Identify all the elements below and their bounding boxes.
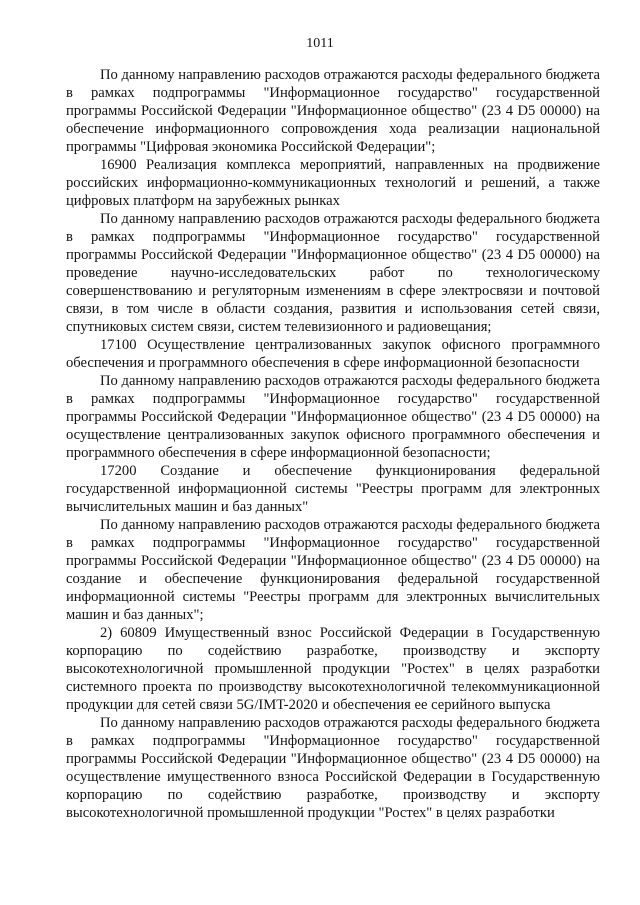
paragraph-7: По данному направлению расходов отражаются расходы федерального бюджета в рамках подпрограммы "Информационное государство" государственной программы Российской Федерации "Информационное общество" (23 4 D5 00000) на создание и обеспечение функционирования федеральной государственной информационной системы "Реестры программ для электронных вычислительных машин и баз данных"; bbox=[66, 517, 600, 623]
paragraph-8: 2) 60809 Имущественный взнос Российской Федерации в Государственную корпорацию по содействию разработке, производству и экспорту высокотехнологичной промышленной продукции "Ростех" в целях разработки системного проекта по производству высокотехнологичной телекоммуникационной продукции для сетей связи 5G/IMT-2020 и обеспечения ее серийного выпуска bbox=[66, 625, 600, 713]
paragraph-5: По данному направлению расходов отражаются расходы федерального бюджета в рамках подпрограммы "Информационное государство" государственной программы Российской Федерации "Информационное общество" (23 4 D5 00000) на осуществление централизованных закупок офисного программного обеспечения и программного обеспечения в сфере информационной безопасности; bbox=[66, 373, 600, 461]
page-number: 1011 bbox=[306, 36, 334, 51]
paragraph-4: 17100 Осуществление централизованных закупок офисного программного обеспечения и программного обеспечения в сфере информационной безопасности bbox=[66, 337, 600, 371]
paragraph-2: 16900 Реализация комплекса мероприятий, направленных на продвижение российских информационно-коммуникационных технологий и решений, а также цифровых платформ на зарубежных рынках bbox=[66, 157, 600, 209]
paragraph-6: 17200 Создание и обеспечение функционирования федеральной государственной информационной системы "Реестры программ для электронных вычислительных машин и баз данных" bbox=[66, 463, 600, 515]
paragraph-3: По данному направлению расходов отражаются расходы федерального бюджета в рамках подпрограммы "Информационное государство" государственной программы Российской Федерации "Информационное общество" (23 4 D5 00000) на проведение научно-исследовательских работ по технологическому совершенствованию и регуляторным изменениям в сфере электросвязи и почтовой связи, в том числе в области создания, развития и использования сетей связи, спутниковых систем связи, систем телевизионного и радиовещания; bbox=[66, 211, 600, 335]
document-body bbox=[66, 66, 600, 822]
paragraph-9: По данному направлению расходов отражаются расходы федерального бюджета в рамках подпрограммы "Информационное государство" государственной программы Российской Федерации "Информационное общество" (23 4 D5 00000) на осуществление имущественного взноса Российской Федерации в Государственную корпорацию по содействию разработке, производству и экспорту высокотехнологичной промышленной продукции "Ростех" в целях разработки bbox=[66, 715, 600, 821]
paragraph-1: По данному направлению расходов отражаются расходы федерального бюджета в рамках подпрограммы "Информационное государство" государственной программы Российской Федерации "Информационное общество" (23 4 D5 00000) на обеспечение информационного сопровождения хода реализации национальной программы "Цифровая экономика Российской Федерации"; bbox=[66, 67, 600, 155]
